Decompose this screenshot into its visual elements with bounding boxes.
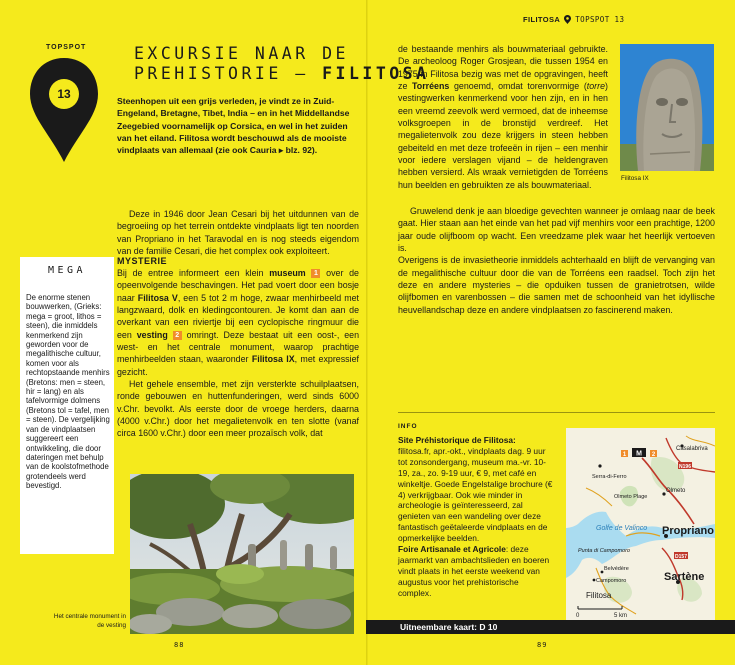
foire-details: : deze jaarmarkt van ambachtslieden en boeren vindt plaats in het eerste weekend van augustus voor het prehistorische complex.: [398, 544, 550, 598]
page-gutter: [366, 0, 368, 665]
map-label-golfe: Golfe de Valinco: [596, 525, 648, 532]
location-pin-icon: [564, 15, 571, 24]
page-number-right: 89: [537, 641, 548, 649]
map-label-filitosa: Filitosa: [586, 591, 612, 600]
intro-paragraph: Deze in 1946 door Jean Cesari bij het uitdunnen van de begroeiing op het terrein ontdekte vindplaats ligt ten noorden van Propriano in het Taravodal en is nog steeds eigendom van de familie Cesari, die het complex ook exploiteert.: [117, 209, 359, 257]
sidebar-title: MEGA: [47, 265, 87, 276]
info-box-text: [398, 435, 553, 599]
site-name: Site Préhistorique de Filitosa:: [398, 435, 516, 445]
map-label-sartene: Sartène: [664, 571, 705, 583]
olive-tree-paragraph: Gruwelend denk je aan bloedige gevechten wanneer je omlaag naar de beek gaat. Hier staan aan het einde van het pad vijf menhirs voor een prachtige, 1200 jaar oude olijfboom op wacht. Een vreedzame plek waar het heerlijk vertoeven is.: [398, 206, 715, 254]
lead-paragraph: Steenhopen uit een grijs verleden, je vindt ze in Zuid-Engeland, Bretagne, Tibet, India – en in het Middellandse Zeegebied voornamelijk op Corsica, en wel in het zuiden van het eiland. Filitosa wordt beschouwd als de mooiste vindplaats van allemaal (zie ook Cauria ▸ blz. 92).: [117, 96, 350, 156]
map-marker-1: 1: [622, 452, 627, 458]
mystery-paragraph-2: Het gehele ensemble, met zijn versterkte schuilplaatsen, ronde gebouwen en huttenfunderingen, werd sinds 6000 v.Chr. bevolkt. Als eerste door de vroege herders, daarna (4000 v.Chr.) door het megalietenvolk en ten slotte (vanaf circa 1600 v.Chr.) door een meer prozaïsch volk, dat: [117, 379, 359, 439]
central-monument-photo: [130, 474, 354, 634]
photo-caption-right: Filitosa IX: [621, 175, 649, 182]
site-details: filitosa.fr, apr.-okt., vindplaats dag. 9 uur tot zonsondergang, museum ma.-vr. 10-19, za., zo. 9-19 uur, € 9, met café en winkeltje. Goede Engelstalige brochure (€ 4) verkrijgbaar. Ook wie minder in archeologie is geïnteresseerd, zal genieten van een wandeling over deze fantastisch geëtaleerde vindplaats en de opmerkelijke beelden.: [398, 445, 553, 544]
map-label-propriano: Propriano: [662, 525, 714, 537]
mystery-body: [117, 267, 359, 440]
page-number-left: 88: [174, 641, 185, 649]
map-label-olmeto: Olmeto: [666, 488, 686, 494]
filitosa-ix-photo: [620, 44, 714, 171]
map-label-punta: Punta di Campomoro: [578, 548, 630, 554]
mystery-paragraph-1: Bij de entree informeert een klein museum 1 over de opeenvolgende beschavingen. Het pad voert door een bosje naar Filitosa V, een 5 tot 2 m hoge, zwaar menhirbeeld met langzwaard, dolk en kledingcontouren. Je komt dan aan de overkant van een riviertje bij een cyclopische ringmuur die een vesting 2 omringt. Deze bestaat uit een oost-, een west- en het centrale monument, waarop prachtige menhirbeelden staan, waaronder Filitosa IX, met expressief gezicht.: [117, 268, 359, 377]
marker-badge-1: 1: [311, 269, 320, 278]
map-site-symbol: M: [636, 450, 642, 458]
torreens-paragraph: de bestaande menhirs als bouwmateriaal gebruikte. De archeoloog Roger Grosjean, die tussen 1954 en 1975 in Filitosa bezig was met de opgravingen, heeft ze Torréens genoemd, omdat torenvormige (torre) vestingwerken kenmerkend voor hen zijn, en in hen een vreemd zeevolk werd vermoed, dat de inheemse volksgroepen in de bronstijd verdreef. Het megalietenvolk zou deze krijgers in steen hebben gebeiteld en met deze trofeeën in rijen – een menhir voor iedere verslagen vijand – de heldengraven hebben versierd. Als wraak vernietigden de Torréens hun beelden en gebruikten ze als bouwmateriaal.: [398, 44, 608, 190]
map-scale-zero: 0: [576, 613, 580, 619]
info-heading: INFO: [398, 423, 418, 430]
map-road-n196: N196: [679, 464, 691, 470]
sidebar-text: De enorme stenen bouwwerken, (Grieks: mega = groot, lithos = steen), die inmiddels kenmerkend zijn geworden voor de megalithische cultuur, komen voor als rechtopstaande menhirs (Bretons: men = steen, hir = lang) en als tafelvormige dolmens (Bretons tol = tafel, men = steen). De vergelijking van de vindplaatsen suggereert een ontwikkeling, die door dateringen met behulp van de koolstofmethode grotendeels werd bevestigd.: [26, 293, 110, 491]
map-scale-5km: 5 km: [614, 613, 628, 619]
map-label-serra: Serra-di-Ferro: [592, 474, 627, 480]
mysteries-paragraph: Overigens is de invasietheorie inmiddels achterhaald en blijft de vervanging van de megalithische cultuur door die van de Torréens een raadsel. Toch zijn het deze en andere mysteries – die opduiken tussen de granietrotsen, wilde olijfbomen en varenbossen – die samen met de schoonheid van het idyllische heuvellandschap deze en andere vindplaatsen zo fascinerend maken.: [398, 255, 715, 315]
running-header-title: FILITOSA: [523, 15, 561, 24]
topspot-label: TOPSPOT: [46, 44, 87, 51]
map-label-campomoro: Campomoro: [596, 578, 627, 584]
article-title-line2: PREHISTORIE – FILITOSA: [134, 64, 430, 83]
section-heading: MYSTERIE: [117, 256, 168, 266]
running-header: [523, 15, 624, 24]
article-title-line1: EXCURSIE NAAR DE: [134, 44, 349, 63]
map-reference-text: Uitneembare kaart: D 10: [400, 622, 498, 632]
area-map: [566, 428, 715, 620]
topspot-number: 13: [57, 87, 71, 101]
right-body: [398, 205, 715, 316]
map-label-olmeto-plage: Olmeto Plage: [614, 494, 648, 500]
map-label-casalabriva: Casalabriva: [676, 446, 708, 452]
map-road-d157: D157: [675, 554, 687, 560]
running-header-topspot: TOPSPOT 13: [575, 15, 625, 24]
topspot-pin-icon: [28, 56, 100, 164]
map-marker-2: 2: [651, 452, 656, 458]
map-label-belvedere: Belvédère: [604, 566, 629, 572]
mega-sidebar-box: [20, 257, 114, 554]
marker-badge-2: 2: [173, 331, 182, 340]
photo-caption-left: Het centrale monument in de vesting: [53, 613, 126, 629]
foire-name: Foire Artisanale et Agricole: [398, 544, 506, 555]
info-divider: [398, 412, 715, 413]
